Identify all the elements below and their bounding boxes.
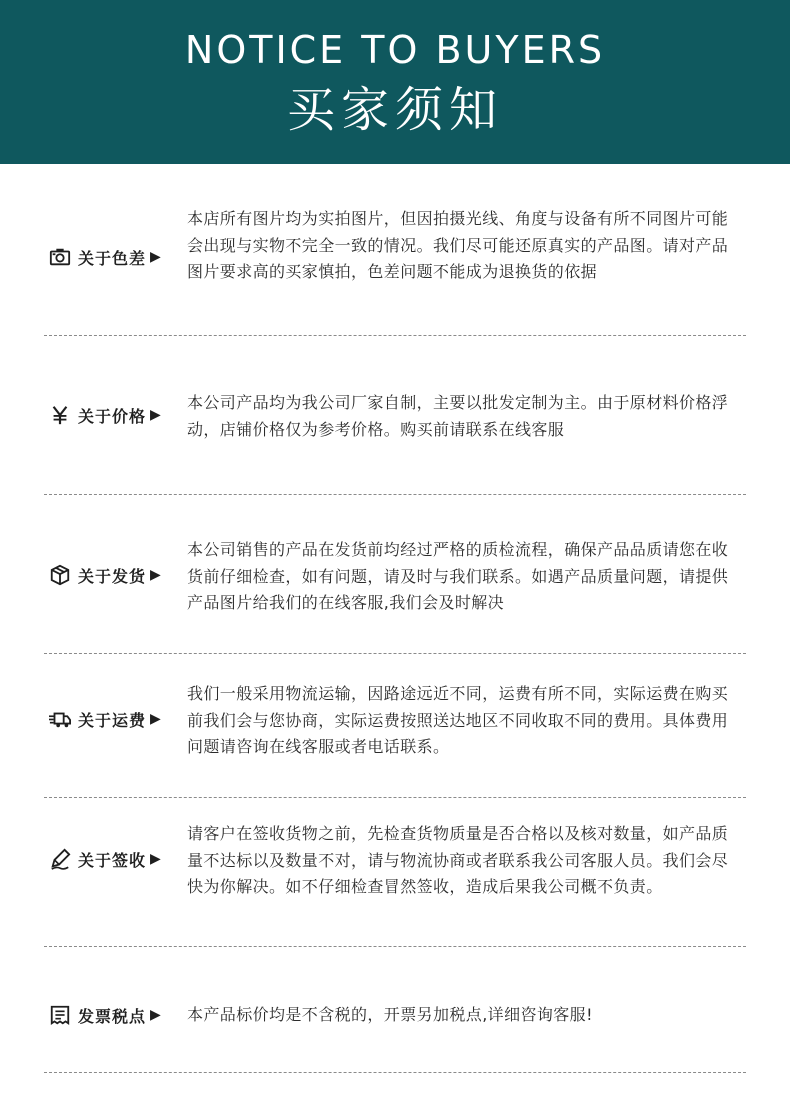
arrow-right-icon: ▶ [150,567,161,583]
yen-icon [48,403,72,427]
arrow-right-icon: ▶ [150,249,161,265]
banner-title-english: NOTICE TO BUYERS [184,28,606,72]
section-title: 关于运费 [78,710,147,730]
dashed-divider [44,1072,746,1073]
section-label [48,707,161,731]
dashed-divider [44,797,746,798]
section-description: 本店所有图片均为实拍图片，但因拍摄光线、角度与设备有所不同图片可能会出现与实物不完全一致的情况。我们尽可能还原真实的产品图。请对产品图片要求高的买家慎拍，色差问题不能成为退换货的依据 [187,209,729,281]
arrow-right-icon: ▶ [150,407,161,423]
section-description: 请客户在签收货物之前，先检查货物质量是否合格以及核对数量，如产品质量不达标以及数量不对，请与物流协商或者联系我公司客服人员。我们会尽快为你解决。如不仔细检查冒然签收，造成后果我公司概不负责。 [187,824,729,896]
section-description: 我们一般采用物流运输，因路途远近不同，运费有所不同，实际运费在购买前我们会与您协商，实际运费按照送达地区不同收取不同的费用。具体费用问题请咨询在线客服或者电话联系。 [187,684,729,756]
section-title: 发票税点 [78,1006,147,1026]
section-label [48,245,161,269]
dashed-divider [44,946,746,947]
arrow-right-icon: ▶ [150,711,161,727]
section-description: 本公司销售的产品在发货前均经过严格的质检流程，确保产品品质请您在收货前仔细检查，如有问题，请及时与我们联系。如遇产品质量问题，请提供产品图片给我们的在线客服,我们会及时解决 [187,540,729,612]
section-description: 本产品标价均是不含税的，开票另加税点,详细咨询客服! [187,1005,593,1024]
arrow-right-icon: ▶ [150,1007,161,1023]
section-label [48,1003,161,1027]
package-icon [48,563,72,587]
section-title: 关于签收 [78,850,147,870]
section-title: 关于发货 [78,566,147,586]
dashed-divider [44,653,746,654]
section-title: 关于色差 [78,248,147,268]
delivery-truck-icon [48,707,72,731]
pen-icon [48,847,72,871]
camera-icon [48,245,72,269]
header-banner [0,0,790,164]
receipt-icon [48,1003,72,1027]
banner-title-chinese: 买家须知 [286,82,503,138]
section-label [48,847,161,871]
section-label [48,563,161,587]
section-title: 关于价格 [78,406,147,426]
dashed-divider [44,494,746,495]
arrow-right-icon: ▶ [150,851,161,867]
section-description: 本公司产品均为我公司厂家自制，主要以批发定制为主。由于原材料价格浮动，店铺价格仅为参考价格。购买前请联系在线客服 [187,393,729,439]
section-label [48,403,161,427]
dashed-divider [44,335,746,336]
